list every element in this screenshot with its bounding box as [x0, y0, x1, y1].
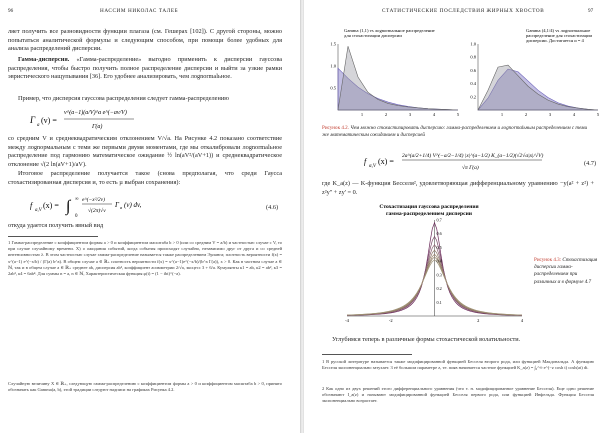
svg-text:(v) =: (v) = — [41, 116, 57, 125]
svg-text:√π Γ(a): √π Γ(a) — [462, 165, 479, 171]
shape-paragraph: со средним V и среднеквадратическим отклонением V/√a. На Рисунке 4.2 показано соответствие между лognормальным с теми же первыми двумя моментами, где мы откалибровали лognormalьное распределение под гармонию математическое ожидание ½ ln(aV²/(aV+1)) и среднеквадратическое отклонение √(2 ln(aV+1)/aV). — [8, 135, 282, 169]
chart3-title-1: Стохастизация гауссова распределения — [379, 204, 479, 210]
figure-4-2-text: Чем можно стохастизировать дисперсию: гамма-распределением и лognormalьным распределением с теми же математическим ожиданием и дисперсией — [322, 125, 587, 139]
chart1-series-lognormal — [338, 46, 458, 110]
chart3-y-tick: 0.2 — [436, 286, 442, 292]
svg-text:√(2π)√v: √(2π)√v — [88, 208, 106, 214]
chart2-title-1: Gamma (4,1/4) vs лognormальное — [526, 28, 591, 33]
chart1-y-tick: 1.0 — [330, 63, 336, 69]
gamma-lognormal-chart-1 — [324, 26, 464, 121]
chart3-y-tick: 0.7 — [436, 217, 442, 223]
right-page — [304, 0, 608, 433]
eq-4-6: (4.6) — [266, 204, 279, 211]
svg-text:e^(−x²/2v): e^(−x²/2v) — [82, 197, 105, 203]
svg-text:a: a — [120, 205, 123, 210]
chart2-x-tick: 3 — [548, 112, 552, 117]
chart1-y-tick: 1.5 — [330, 41, 336, 47]
chart2-title-3: дисперсии. Достигается α = 4 — [526, 38, 584, 43]
svg-text:∞: ∞ — [75, 197, 79, 202]
chart3-x-tick: -4 — [345, 318, 349, 323]
svg-text:f: f — [364, 157, 367, 166]
chart1-title-1: Gamma (1,1) vs лognormальное распределение — [344, 28, 435, 33]
chart2-y-tick: 0.2 — [470, 94, 476, 100]
right-footnote-rule — [322, 354, 412, 355]
svg-text:2a^(a/2+1/4) V^(−a/2−1/4) |x|^: 2a^(a/2+1/4) V^(−a/2−1/4) |x|^(a−1/2) K_(a−1/2)(√2√a|x|/√V) — [402, 153, 544, 159]
eq-4-7: (4.7) — [584, 160, 597, 167]
chart3-y-tick: 0.3 — [436, 272, 442, 278]
gamma-paragraph — [8, 56, 282, 82]
chart3-y-tick: 0.6 — [436, 231, 442, 237]
chart1-x-tick: 5 — [456, 112, 460, 117]
chart2-series-lognormal — [478, 65, 598, 110]
example-paragraph: Пример, что дисперсия гауссова распределения следует гамма-распределению — [18, 95, 229, 102]
chart3-title-2: гамма-распределением дисперсии — [385, 211, 473, 217]
chart1-x-tick: 4 — [432, 112, 436, 117]
chart2-title-2: распределение для стохастизации — [526, 33, 592, 38]
chart2-x-tick: 1 — [500, 112, 504, 117]
figure-4-3-caption — [534, 257, 600, 286]
integral-formula — [30, 192, 230, 222]
intro-paragraph: ляет получить все разновидности функции плагаза (см. Гешерах [102]). С другой стороны, можно попытаться аналитической формулы и следующим способом, при помощи более удобных для анализа распределений дисперсии. — [8, 28, 282, 53]
svg-text:(x) =: (x) = — [43, 201, 59, 210]
footnote-bessel-2: 2 Как одно из двух решений этого дифференциального уравнения (что т. н. модифицированное уравнение Бесселя). Еще одно решение обозначают I_a(z) и называют модифицированной функцией Бесселя первого рода, или функцией Инфельда. Функция Бесселя экспоненциально возрастает. — [322, 386, 594, 404]
figure-4-3-text: Стохастизация дисперсии гамма-распределением при различных α в формуле 4.7 — [534, 257, 598, 285]
bessel-paragraph: где K_a(z) — K-функция Бесселя², удовлетворяющая дифференциальному уравнению −y(a² + z²) + z²y'' + zy' = 0. — [322, 180, 594, 196]
chart1-x-tick: 2 — [384, 112, 388, 117]
chart1-x-tick: 1 — [360, 112, 364, 117]
chart3-x-tick: 4 — [520, 318, 524, 323]
svg-text:α,V: α,V — [369, 164, 376, 169]
svg-text:Γ(a): Γ(a) — [92, 124, 103, 130]
svg-text:Γ: Γ — [30, 115, 36, 125]
chart1-title-2: для стохастизации дисперсии — [344, 33, 402, 38]
svg-text:Γ: Γ — [115, 201, 119, 209]
chart2-y-tick: 0.4 — [470, 81, 476, 87]
closing-line: откуда удается получить явный вид — [8, 222, 104, 229]
final-paragraph: Итоговое распределение получается такое (снова предполагая, что среди Гаусса стохастизированная дисперсия и, то есть µ выбран сохранения): — [8, 170, 282, 186]
svg-text:v^(a−1)(a/V)^a e^(−av/V): v^(a−1)(a/V)^a e^(−av/V) — [64, 110, 127, 116]
chart3-y-tick: 0.4 — [436, 258, 442, 264]
gamma-heading: Гамма-дисперсия. — [18, 56, 70, 63]
footnote-1: 1 Гамма-распределение с коэффициентом формы a > 0 и коэффициентом масштаба b > 0 (или со средним V = a/b) и частностью случае с V, то при случае случайному времени. Х) о ожидания событий, когда события происходят случайно, независимо друг от друга и со средней интенсивностью λ. В этом частностью случае гамма-распределение называется также распределением Эрланга; плотность вероятности f(x) = x^(a−1) e^(−x/b) / (Γ(a) b^a). В общем случае a ∈ ℝ₊ плотность вероятности f(x) = x^(a−1)e^(−x/b)/(b^a Γ(a)), x > 0. Как в частном случае a ∈ ℕ, так и в общем случае a ∈ ℝ₊ среднее ab, дисперсия ab², коэффициент асимметрии 2/√a, эксцесс 3 + 6/a. Кумулянты к1 = ab, к2 = ab², к3 = 2ab³, к4 = 6ab⁴. Для суммы n = a, n ∈ ℕ, Характеристическая функция φ(t) = (1 − ibt)^(−a). — [8, 240, 282, 277]
chart3-x-tick: 2 — [477, 318, 480, 323]
figure-4-2-label: Рисунок 4.2. — [322, 125, 349, 131]
chart2-x-tick: 4 — [572, 112, 576, 117]
gamma-formula — [30, 106, 150, 134]
footnote-bessel-1: 1 В русской литературе называется также модифицированной функцией Бесселя второго рода, или функцией Макдональда. А функцию Бесселя экспоненциально затухает. 3 её большом параметре z, те. появ начинается частное функцией K_a(z) = ∫₀^∞ e^(−z cosh t) cosh(at) dt. — [322, 359, 594, 371]
chart3-y-tick: 0.5 — [436, 244, 442, 250]
chart2-y-tick: 0.8 — [470, 54, 476, 60]
chart2-y-tick: 0.6 — [470, 67, 476, 73]
svg-text:f: f — [30, 201, 33, 210]
chart2-y-tick: 1.0 — [470, 41, 476, 47]
gamma-lognormal-chart-2 — [464, 26, 604, 121]
svg-text:∫: ∫ — [66, 198, 71, 215]
left-running-head: НАССИМ НИКОЛАС ТАЛЕБ — [100, 8, 179, 14]
right-page-number: 97 — [588, 8, 594, 14]
volatility-line: Углубимся теперь в различные формы стохастической волатильности. — [332, 336, 521, 343]
svg-text:(v) dv,: (v) dv, — [124, 201, 142, 209]
figure-4-2-caption — [322, 125, 592, 139]
left-page-number: 96 — [8, 8, 14, 14]
svg-text:(x) =: (x) = — [378, 157, 394, 166]
svg-text:a: a — [37, 123, 40, 128]
svg-text:0: 0 — [75, 214, 78, 219]
stochastic-gauss-chart — [329, 200, 529, 330]
chart1-x-tick: 3 — [408, 112, 412, 117]
chart3-x-tick: -2 — [388, 318, 393, 323]
chart2-x-tick: 5 — [596, 112, 600, 117]
svg-text:a,V: a,V — [35, 208, 42, 213]
right-running-head: СТАТИСТИЧЕСКИЕ ПОСЛЕДСТВИЯ ЖИРНЫХ ХВОСТОВ — [382, 8, 545, 14]
chart2-x-tick: 2 — [524, 112, 528, 117]
footnote-rule — [8, 236, 98, 237]
left-page — [0, 0, 300, 433]
bessel-formula — [364, 148, 544, 178]
chart3-y-tick: 0.1 — [436, 299, 442, 305]
chart1-y-tick: 0.5 — [330, 85, 336, 91]
figure-4-3-label: Рисунок 4.3: — [534, 257, 562, 263]
gamma-text: «Гамма-распределение» выгодно применить к дисперсии гауссова распределения, чтобы быстро получить полное распределение дисперсии и выйти за узкие рамки эвристического нащупывания [36]. Его удобнее анализировать, чем лognormalьное. — [8, 56, 282, 81]
footnote-2: Случайную величину X ∈ ℝ₊, следующую гамма-распределению с коэффициентом формы a > 0 и коэффициентом масштаба b > 0, принято обозначать как Gamma(a, b), этой традиции следуют надписи на графиках Рисунка 4.2. — [8, 381, 282, 393]
